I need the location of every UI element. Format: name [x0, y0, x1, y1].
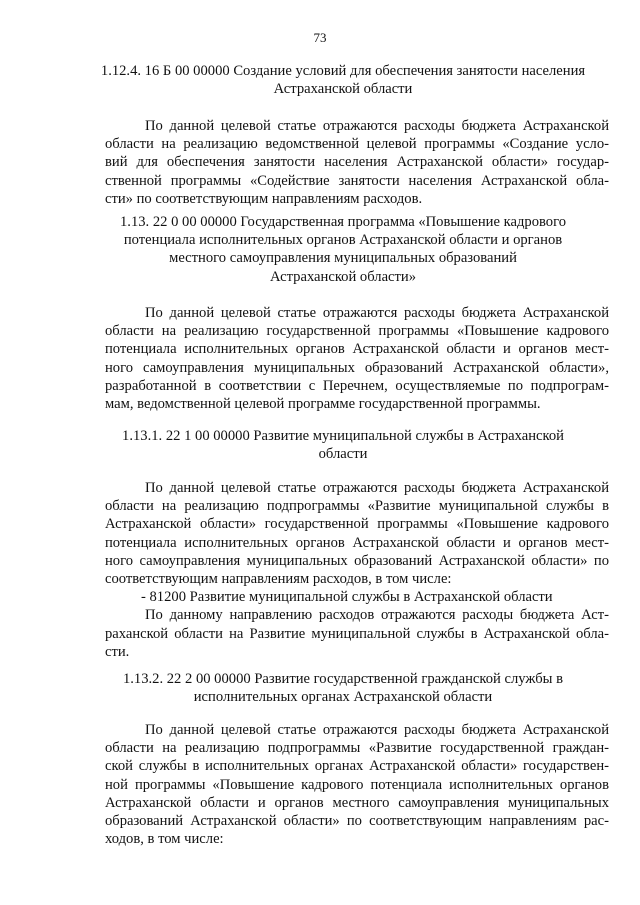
heading-line: Астраханской области: [273, 81, 413, 98]
heading-line: исполнительных органах Астраханской области: [193, 689, 493, 706]
section-heading-1-12-4: [80, 62, 606, 98]
heading-line: 1.13.2. 22 2 00 00000 Развитие государственной гражданской службы в: [122, 671, 564, 687]
paragraph-line: раханской области на Развитие муниципальной службы в Астраханской обла-: [105, 625, 609, 642]
paragraph-line: области на реализацию государственной программы «Повышение кадрового: [105, 323, 609, 340]
paragraph-line: ской службы в исполнительных органах Астраханской области» государствен-: [105, 758, 609, 775]
paragraph-line: области на реализацию подпрограммы «Развитие государственной граждан-: [105, 740, 609, 757]
paragraph-line: ного самоуправления муниципальных образований Астраханской области» по: [105, 552, 609, 569]
paragraph-line: сти» по соответствующим направлениям расходов.: [105, 190, 423, 207]
paragraph-line: области на реализацию подпрограммы «Развитие муниципальной службы в: [105, 498, 609, 515]
paragraph-line: потенциала исполнительных органов Астраханской области и органов мест-: [105, 534, 609, 551]
paragraph-line: ного самоуправления муниципальных образований Астраханской области»,: [105, 359, 609, 376]
paragraph-line: потенциала исполнительных органов Астраханской области и органов мест-: [105, 341, 609, 358]
paragraph-line: По данной целевой статье отражаются расходы бюджета Астраханской: [145, 305, 609, 321]
section-heading-1-13-2: [80, 670, 606, 706]
paragraph-line: По данной целевой статье отражаются расходы бюджета Астраханской: [145, 722, 609, 738]
bullet-item-81200: - 81200 Развитие муниципальной службы в Астраханской области: [141, 589, 553, 606]
heading-line: потенциала исполнительных органов Астраханской области и органов: [123, 232, 563, 249]
heading-line: 1.13. 22 0 00 00000 Государственная программа «Повышение кадрового: [120, 214, 566, 230]
heading-line: области: [318, 446, 368, 463]
paragraph-line: разработанной в соответствии с Перечнем, осуществляемые по подпрограм-: [105, 377, 609, 394]
heading-line: 1.13.1. 22 1 00 00000 Развитие муниципальной службы в Астраханской: [122, 428, 564, 444]
page-number: 73: [313, 30, 327, 45]
paragraph-line: области на реализацию ведомственной целевой программы «Создание усло-: [105, 136, 609, 153]
section-heading-1-13: [80, 213, 606, 286]
section-paragraph-1-13-2: [105, 721, 609, 848]
paragraph-line: ходов, в том числе:: [105, 831, 224, 848]
paragraph-line: соответствующим направлениям расходов, в том числе:: [105, 571, 452, 588]
paragraph-line: ственной программы «Содействие занятости населения Астраханской обла-: [105, 172, 609, 189]
paragraph-line: По данной целевой статье отражаются расходы бюджета Астраханской: [145, 118, 609, 134]
paragraph-line: Астраханской области и органов местного самоуправления муниципальных: [105, 794, 609, 811]
paragraph-line: По данному направлению расходов отражаются расходы бюджета Аст-: [145, 607, 609, 624]
heading-line: местного самоуправления муниципальных образований: [169, 250, 517, 267]
section-paragraph-1-13: [105, 304, 609, 413]
heading-line: 1.12.4. 16 Б 00 00000 Создание условий для обеспечения занятости населения: [100, 63, 586, 79]
paragraph-line: образований Астраханской области» по соответствующим направлениям рас-: [105, 813, 609, 830]
section-heading-1-13-1: [80, 427, 606, 463]
section-paragraph-1-13-1: [105, 479, 609, 661]
paragraph-line: Астраханской области» государственной программы «Повышение кадрового: [105, 516, 609, 533]
heading-line: Астраханской области»: [269, 268, 417, 285]
paragraph-line: ной программы «Повышение кадрового потенциала исполнительных органов: [105, 776, 609, 793]
paragraph-line: мам, ведомственной целевой программе государственной программы.: [105, 396, 541, 413]
section-paragraph-1-12-4: [105, 117, 609, 208]
paragraph-line: По данной целевой статье отражаются расходы бюджета Астраханской: [145, 480, 609, 496]
paragraph-line: сти.: [105, 643, 130, 660]
paragraph-line: вий для обеспечения занятости населения Астраханской области» государ-: [105, 154, 609, 171]
